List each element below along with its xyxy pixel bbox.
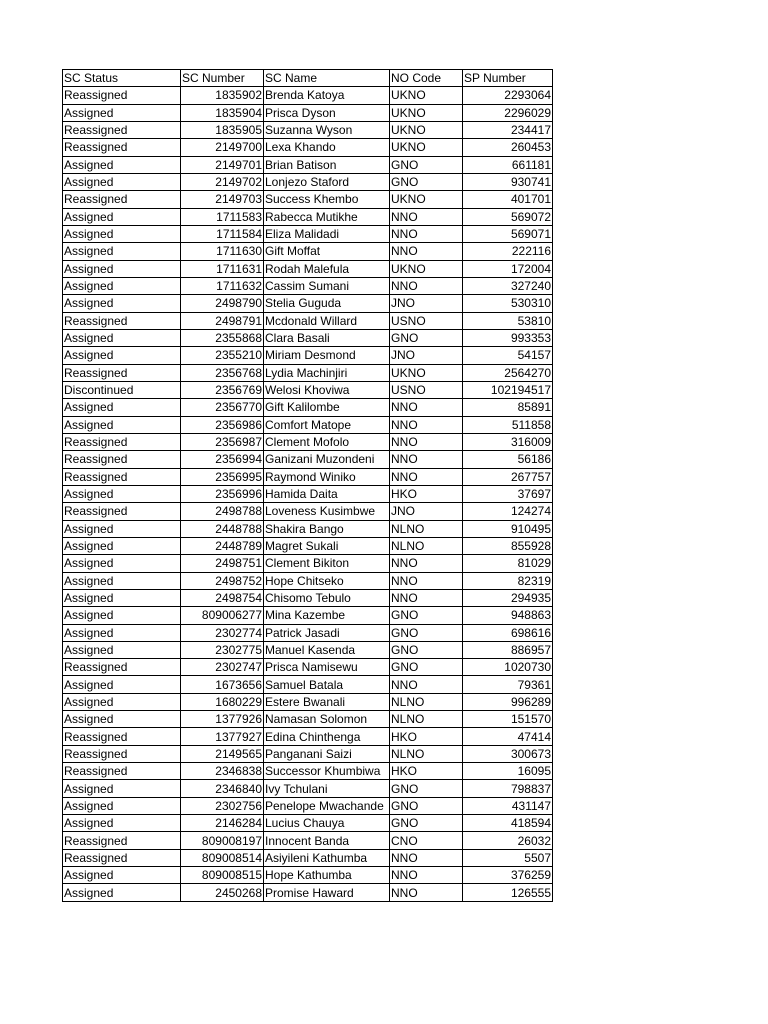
cell-sc-status[interactable]: Assigned (63, 676, 181, 693)
cell-no-code[interactable]: UKNO (390, 260, 463, 277)
table-row (63, 815, 553, 832)
cell-sp-number[interactable]: 126555 (463, 884, 553, 901)
cell-sc-number[interactable]: 2346840 (181, 780, 264, 797)
table-row (63, 849, 553, 866)
cell-sc-name[interactable]: Cassim Sumani (264, 277, 390, 294)
cell-sc-status[interactable]: Assigned (63, 520, 181, 537)
table-row (63, 433, 553, 450)
cell-sc-name[interactable]: Rabecca Mutikhe (264, 208, 390, 225)
cell-sp-number[interactable]: 376259 (463, 867, 553, 884)
table-row (63, 485, 553, 502)
table-row (63, 572, 553, 589)
cell-sc-number[interactable]: 2498752 (181, 572, 264, 589)
cell-sp-number[interactable]: 26032 (463, 832, 553, 849)
cell-sc-number[interactable]: 1711584 (181, 225, 264, 242)
cell-sc-number[interactable]: 2149702 (181, 173, 264, 190)
cell-no-code[interactable]: NLNO (390, 520, 463, 537)
cell-sc-status[interactable]: Assigned (63, 711, 181, 728)
cell-sc-status[interactable]: Assigned (63, 624, 181, 641)
cell-sc-name[interactable]: Hope Chitseko (264, 572, 390, 589)
cell-sp-number[interactable]: 47414 (463, 728, 553, 745)
header-row (63, 70, 553, 87)
cell-sp-number[interactable]: 431147 (463, 797, 553, 814)
cell-sc-status[interactable]: Assigned (63, 208, 181, 225)
cell-sc-name[interactable]: Penelope Mwachande (264, 797, 390, 814)
cell-sc-number[interactable]: 2302747 (181, 659, 264, 676)
cell-no-code[interactable]: NNO (390, 589, 463, 606)
cell-sc-status[interactable]: Reassigned (63, 121, 181, 138)
cell-sp-number[interactable]: 2296029 (463, 104, 553, 121)
cell-sc-status[interactable]: Assigned (63, 156, 181, 173)
cell-sc-status[interactable]: Assigned (63, 416, 181, 433)
cell-no-code[interactable]: NNO (390, 399, 463, 416)
cell-sc-number[interactable]: 2498790 (181, 295, 264, 312)
cell-sc-status[interactable]: Discontinued (63, 381, 181, 398)
cell-sc-name[interactable]: Brenda Katoya (264, 87, 390, 104)
table-row (63, 104, 553, 121)
cell-sc-status[interactable]: Reassigned (63, 659, 181, 676)
cell-sc-name[interactable]: Hope Kathumba (264, 867, 390, 884)
cell-sc-number[interactable]: 2498791 (181, 312, 264, 329)
table-row (63, 277, 553, 294)
cell-sc-number[interactable]: 809006277 (181, 607, 264, 624)
cell-sp-number[interactable]: 124274 (463, 503, 553, 520)
cell-no-code[interactable]: NNO (390, 208, 463, 225)
cell-sc-name[interactable]: Manuel Kasenda (264, 641, 390, 658)
cell-sc-status[interactable]: Assigned (63, 225, 181, 242)
cell-sc-number[interactable]: 1673656 (181, 676, 264, 693)
cell-sc-number[interactable]: 809008197 (181, 832, 264, 849)
table-row (63, 468, 553, 485)
cell-sc-name[interactable]: Samuel Batala (264, 676, 390, 693)
cell-no-code[interactable]: GNO (390, 659, 463, 676)
cell-sc-name[interactable]: Mina Kazembe (264, 607, 390, 624)
cell-no-code[interactable]: NLNO (390, 711, 463, 728)
cell-sc-number[interactable]: 2146284 (181, 815, 264, 832)
cell-sc-name[interactable]: Mcdonald Willard (264, 312, 390, 329)
cell-sp-number[interactable]: 151570 (463, 711, 553, 728)
cell-sp-number[interactable]: 996289 (463, 693, 553, 710)
cell-sc-name[interactable]: Stelia Guguda (264, 295, 390, 312)
cell-sc-number[interactable]: 2356994 (181, 451, 264, 468)
table-row (63, 451, 553, 468)
cell-no-code[interactable]: GNO (390, 329, 463, 346)
cell-sc-status[interactable]: Assigned (63, 693, 181, 710)
cell-sc-name[interactable]: Welosi Khoviwa (264, 381, 390, 398)
cell-sc-number[interactable]: 2302756 (181, 797, 264, 814)
cell-sc-number[interactable]: 2356996 (181, 485, 264, 502)
cell-sp-number[interactable]: 948863 (463, 607, 553, 624)
cell-sc-name[interactable]: Clara Basali (264, 329, 390, 346)
cell-sc-name[interactable]: Asiyileni Kathumba (264, 849, 390, 866)
cell-no-code[interactable]: NNO (390, 277, 463, 294)
table-row (63, 347, 553, 364)
cell-sp-number[interactable]: 267757 (463, 468, 553, 485)
cell-no-code[interactable]: GNO (390, 797, 463, 814)
cell-sc-number[interactable]: 2498751 (181, 555, 264, 572)
cell-sc-status[interactable]: Reassigned (63, 849, 181, 866)
cell-sc-name[interactable]: Brian Batison (264, 156, 390, 173)
cell-sc-status[interactable]: Assigned (63, 329, 181, 346)
cell-sc-name[interactable]: Eliza Malidadi (264, 225, 390, 242)
table-row (63, 87, 553, 104)
table-row (63, 139, 553, 156)
cell-sp-number[interactable]: 56186 (463, 451, 553, 468)
cell-sc-name[interactable]: Comfort Matope (264, 416, 390, 433)
cell-sc-number[interactable]: 2356770 (181, 399, 264, 416)
cell-sc-name[interactable]: Prisca Dyson (264, 104, 390, 121)
cell-sc-name[interactable]: Lonjezo Staford (264, 173, 390, 190)
table-row (63, 381, 553, 398)
cell-sc-name[interactable]: Shakira Bango (264, 520, 390, 537)
cell-sc-status[interactable]: Assigned (63, 797, 181, 814)
cell-no-code[interactable]: GNO (390, 156, 463, 173)
cell-no-code[interactable]: NNO (390, 676, 463, 693)
cell-no-code[interactable]: HKO (390, 485, 463, 502)
cell-no-code[interactable]: JNO (390, 347, 463, 364)
table-row (63, 728, 553, 745)
cell-no-code[interactable]: GNO (390, 624, 463, 641)
cell-sc-name[interactable]: Loveness Kusimbwe (264, 503, 390, 520)
cell-no-code[interactable]: JNO (390, 295, 463, 312)
cell-sc-status[interactable]: Assigned (63, 607, 181, 624)
cell-sp-number[interactable]: 82319 (463, 572, 553, 589)
table-row (63, 156, 553, 173)
cell-sp-number[interactable]: 294935 (463, 589, 553, 606)
cell-no-code[interactable]: NNO (390, 225, 463, 242)
cell-no-code[interactable]: UKNO (390, 364, 463, 381)
cell-sc-name[interactable]: Chisomo Tebulo (264, 589, 390, 606)
cell-sc-status[interactable]: Assigned (63, 173, 181, 190)
cell-sc-status[interactable]: Assigned (63, 537, 181, 554)
cell-sc-status[interactable]: Assigned (63, 867, 181, 884)
cell-sc-number[interactable]: 1711583 (181, 208, 264, 225)
cell-sc-status[interactable]: Reassigned (63, 763, 181, 780)
cell-sp-number[interactable]: 886957 (463, 641, 553, 658)
cell-no-code[interactable]: NNO (390, 884, 463, 901)
cell-sc-number[interactable]: 2356986 (181, 416, 264, 433)
cell-sp-number[interactable]: 300673 (463, 745, 553, 762)
cell-sp-number[interactable]: 511858 (463, 416, 553, 433)
cell-no-code[interactable]: NNO (390, 572, 463, 589)
table-row (63, 208, 553, 225)
cell-no-code[interactable]: NNO (390, 433, 463, 450)
cell-no-code[interactable]: NNO (390, 468, 463, 485)
table-row (63, 243, 553, 260)
cell-sc-number[interactable]: 1711630 (181, 243, 264, 260)
cell-sp-number[interactable]: 418594 (463, 815, 553, 832)
table-row (63, 607, 553, 624)
table-row (63, 191, 553, 208)
cell-no-code[interactable]: NLNO (390, 693, 463, 710)
cell-sc-name[interactable]: Suzanna Wyson (264, 121, 390, 138)
table-row (63, 121, 553, 138)
cell-sc-status[interactable]: Reassigned (63, 433, 181, 450)
cell-no-code[interactable]: NLNO (390, 537, 463, 554)
table-row (63, 884, 553, 901)
cell-sc-name[interactable]: Namasan Solomon (264, 711, 390, 728)
table-row (63, 503, 553, 520)
cell-sp-number[interactable]: 910495 (463, 520, 553, 537)
cell-sp-number[interactable]: 81029 (463, 555, 553, 572)
table-row (63, 745, 553, 762)
cell-sc-status[interactable]: Assigned (63, 555, 181, 572)
header-sc-number[interactable]: SC Number (181, 70, 264, 87)
table-row (63, 399, 553, 416)
cell-sp-number[interactable]: 569072 (463, 208, 553, 225)
cell-sc-number[interactable]: 1835902 (181, 87, 264, 104)
cell-sc-status[interactable]: Reassigned (63, 364, 181, 381)
cell-sc-number[interactable]: 2450268 (181, 884, 264, 901)
cell-sc-number[interactable]: 1711631 (181, 260, 264, 277)
table-row (63, 676, 553, 693)
cell-sc-name[interactable]: Prisca Namisewu (264, 659, 390, 676)
cell-sc-status[interactable]: Reassigned (63, 728, 181, 745)
cell-no-code[interactable]: USNO (390, 381, 463, 398)
cell-sc-name[interactable]: Estere Bwanali (264, 693, 390, 710)
cell-sc-status[interactable]: Assigned (63, 347, 181, 364)
cell-sc-number[interactable]: 1835904 (181, 104, 264, 121)
table-row (63, 693, 553, 710)
cell-no-code[interactable]: CNO (390, 832, 463, 849)
cell-no-code[interactable]: GNO (390, 780, 463, 797)
cell-sc-name[interactable]: Successor Khumbiwa (264, 763, 390, 780)
cell-sc-status[interactable]: Assigned (63, 780, 181, 797)
table-row (63, 659, 553, 676)
cell-sc-number[interactable]: 2448788 (181, 520, 264, 537)
cell-no-code[interactable]: UKNO (390, 87, 463, 104)
cell-sp-number[interactable]: 698616 (463, 624, 553, 641)
cell-sp-number[interactable]: 102194517 (463, 381, 553, 398)
cell-sp-number[interactable]: 1020730 (463, 659, 553, 676)
cell-sp-number[interactable]: 661181 (463, 156, 553, 173)
cell-sc-number[interactable]: 2356768 (181, 364, 264, 381)
cell-sp-number[interactable]: 569071 (463, 225, 553, 242)
cell-sp-number[interactable]: 222116 (463, 243, 553, 260)
table-row (63, 520, 553, 537)
cell-sc-status[interactable]: Assigned (63, 104, 181, 121)
table-row (63, 780, 553, 797)
cell-sc-status[interactable]: Reassigned (63, 451, 181, 468)
header-no-code[interactable]: NO Code (390, 70, 463, 87)
cell-sc-status[interactable]: Reassigned (63, 832, 181, 849)
cell-sp-number[interactable]: 2564270 (463, 364, 553, 381)
cell-sc-name[interactable]: Hamida Daita (264, 485, 390, 502)
cell-no-code[interactable]: NNO (390, 416, 463, 433)
table-row (63, 832, 553, 849)
cell-sc-name[interactable]: Lucius Chauya (264, 815, 390, 832)
table-row (63, 260, 553, 277)
cell-sc-number[interactable]: 2356769 (181, 381, 264, 398)
cell-sp-number[interactable]: 930741 (463, 173, 553, 190)
table-row (63, 416, 553, 433)
cell-no-code[interactable]: GNO (390, 607, 463, 624)
cell-sc-number[interactable]: 1711632 (181, 277, 264, 294)
cell-sc-name[interactable]: Ganizani Muzondeni (264, 451, 390, 468)
cell-sp-number[interactable]: 54157 (463, 347, 553, 364)
cell-sc-number[interactable]: 2356995 (181, 468, 264, 485)
table-row (63, 537, 553, 554)
cell-sc-status[interactable]: Assigned (63, 572, 181, 589)
spreadsheet-table (62, 69, 553, 902)
cell-sp-number[interactable]: 327240 (463, 277, 553, 294)
header-sp-number[interactable]: SP Number (463, 70, 553, 87)
cell-sc-name[interactable]: Gift Kalilombe (264, 399, 390, 416)
table-row (63, 763, 553, 780)
cell-sc-number[interactable]: 1377926 (181, 711, 264, 728)
cell-no-code[interactable]: NLNO (390, 745, 463, 762)
cell-sp-number[interactable]: 234417 (463, 121, 553, 138)
cell-no-code[interactable]: NNO (390, 243, 463, 260)
cell-sc-status[interactable]: Assigned (63, 485, 181, 502)
cell-sc-name[interactable]: Patrick Jasadi (264, 624, 390, 641)
cell-sc-name[interactable]: Innocent Banda (264, 832, 390, 849)
table-row (63, 312, 553, 329)
cell-sp-number[interactable]: 993353 (463, 329, 553, 346)
table-row (63, 295, 553, 312)
cell-sc-name[interactable]: Panganani Saizi (264, 745, 390, 762)
cell-sc-name[interactable]: Clement Mofolo (264, 433, 390, 450)
cell-sp-number[interactable]: 79361 (463, 676, 553, 693)
cell-sp-number[interactable]: 316009 (463, 433, 553, 450)
cell-sp-number[interactable]: 172004 (463, 260, 553, 277)
cell-sp-number[interactable]: 530310 (463, 295, 553, 312)
cell-no-code[interactable]: USNO (390, 312, 463, 329)
cell-no-code[interactable]: GNO (390, 173, 463, 190)
cell-sc-status[interactable]: Reassigned (63, 503, 181, 520)
cell-sc-status[interactable]: Reassigned (63, 191, 181, 208)
table-row (63, 711, 553, 728)
cell-sc-status[interactable]: Assigned (63, 641, 181, 658)
cell-sp-number[interactable]: 37697 (463, 485, 553, 502)
cell-no-code[interactable]: NNO (390, 867, 463, 884)
cell-no-code[interactable]: UKNO (390, 139, 463, 156)
cell-sc-number[interactable]: 2302774 (181, 624, 264, 641)
cell-sp-number[interactable]: 2293064 (463, 87, 553, 104)
cell-sp-number[interactable]: 798837 (463, 780, 553, 797)
cell-sc-name[interactable]: Success Khembo (264, 191, 390, 208)
cell-sp-number[interactable]: 5507 (463, 849, 553, 866)
cell-sc-status[interactable]: Reassigned (63, 745, 181, 762)
cell-no-code[interactable]: NNO (390, 555, 463, 572)
cell-sc-status[interactable]: Assigned (63, 277, 181, 294)
cell-sc-status[interactable]: Reassigned (63, 468, 181, 485)
cell-sc-name[interactable]: Ivy Tchulani (264, 780, 390, 797)
cell-sc-status[interactable]: Reassigned (63, 312, 181, 329)
cell-sc-number[interactable]: 2346838 (181, 763, 264, 780)
cell-sc-status[interactable]: Assigned (63, 243, 181, 260)
cell-sc-status[interactable]: Reassigned (63, 87, 181, 104)
cell-no-code[interactable]: HKO (390, 763, 463, 780)
cell-sc-number[interactable]: 2149565 (181, 745, 264, 762)
cell-sp-number[interactable]: 53810 (463, 312, 553, 329)
cell-sc-number[interactable]: 2355868 (181, 329, 264, 346)
cell-sc-number[interactable]: 2498754 (181, 589, 264, 606)
cell-no-code[interactable]: GNO (390, 815, 463, 832)
cell-sc-name[interactable]: Lexa Khando (264, 139, 390, 156)
cell-sc-number[interactable]: 809008515 (181, 867, 264, 884)
cell-sc-status[interactable]: Assigned (63, 884, 181, 901)
header-sc-status[interactable]: SC Status (63, 70, 181, 87)
table-row (63, 225, 553, 242)
cell-no-code[interactable]: JNO (390, 503, 463, 520)
cell-sc-number[interactable]: 2149701 (181, 156, 264, 173)
cell-no-code[interactable]: NNO (390, 451, 463, 468)
cell-no-code[interactable]: UKNO (390, 191, 463, 208)
cell-sc-name[interactable]: Miriam Desmond (264, 347, 390, 364)
cell-sc-status[interactable]: Assigned (63, 815, 181, 832)
cell-sc-status[interactable]: Assigned (63, 260, 181, 277)
table-row (63, 329, 553, 346)
cell-no-code[interactable]: UKNO (390, 104, 463, 121)
cell-sc-number[interactable]: 809008514 (181, 849, 264, 866)
cell-sc-name[interactable]: Magret Sukali (264, 537, 390, 554)
table-row (63, 867, 553, 884)
table-row (63, 641, 553, 658)
cell-sc-name[interactable]: Edina Chinthenga (264, 728, 390, 745)
cell-sp-number[interactable]: 855928 (463, 537, 553, 554)
table-row (63, 364, 553, 381)
cell-sp-number[interactable]: 16095 (463, 763, 553, 780)
cell-no-code[interactable]: NNO (390, 849, 463, 866)
cell-sc-status[interactable]: Reassigned (63, 139, 181, 156)
cell-sc-status[interactable]: Assigned (63, 295, 181, 312)
table-row (63, 173, 553, 190)
cell-sc-number[interactable]: 2498788 (181, 503, 264, 520)
cell-sc-number[interactable]: 1835905 (181, 121, 264, 138)
cell-sp-number[interactable]: 85891 (463, 399, 553, 416)
cell-sc-number[interactable]: 1377927 (181, 728, 264, 745)
cell-sp-number[interactable]: 260453 (463, 139, 553, 156)
cell-sc-name[interactable]: Raymond Winiko (264, 468, 390, 485)
cell-sc-name[interactable]: Lydia Machinjiri (264, 364, 390, 381)
table-row (63, 797, 553, 814)
cell-no-code[interactable]: HKO (390, 728, 463, 745)
cell-sc-name[interactable]: Rodah Malefula (264, 260, 390, 277)
cell-sc-number[interactable]: 1680229 (181, 693, 264, 710)
cell-sc-name[interactable]: Gift Moffat (264, 243, 390, 260)
cell-no-code[interactable]: GNO (390, 641, 463, 658)
cell-no-code[interactable]: UKNO (390, 121, 463, 138)
cell-sc-number[interactable]: 2355210 (181, 347, 264, 364)
cell-sp-number[interactable]: 401701 (463, 191, 553, 208)
cell-sc-name[interactable]: Promise Haward (264, 884, 390, 901)
cell-sc-number[interactable]: 2149703 (181, 191, 264, 208)
cell-sc-name[interactable]: Clement Bikiton (264, 555, 390, 572)
cell-sc-number[interactable]: 2302775 (181, 641, 264, 658)
cell-sc-number[interactable]: 2356987 (181, 433, 264, 450)
cell-sc-number[interactable]: 2149700 (181, 139, 264, 156)
cell-sc-status[interactable]: Assigned (63, 589, 181, 606)
cell-sc-number[interactable]: 2448789 (181, 537, 264, 554)
table-row (63, 624, 553, 641)
table-row (63, 589, 553, 606)
header-sc-name[interactable]: SC Name (264, 70, 390, 87)
table-row (63, 555, 553, 572)
table-body (63, 70, 553, 902)
cell-sc-status[interactable]: Assigned (63, 399, 181, 416)
